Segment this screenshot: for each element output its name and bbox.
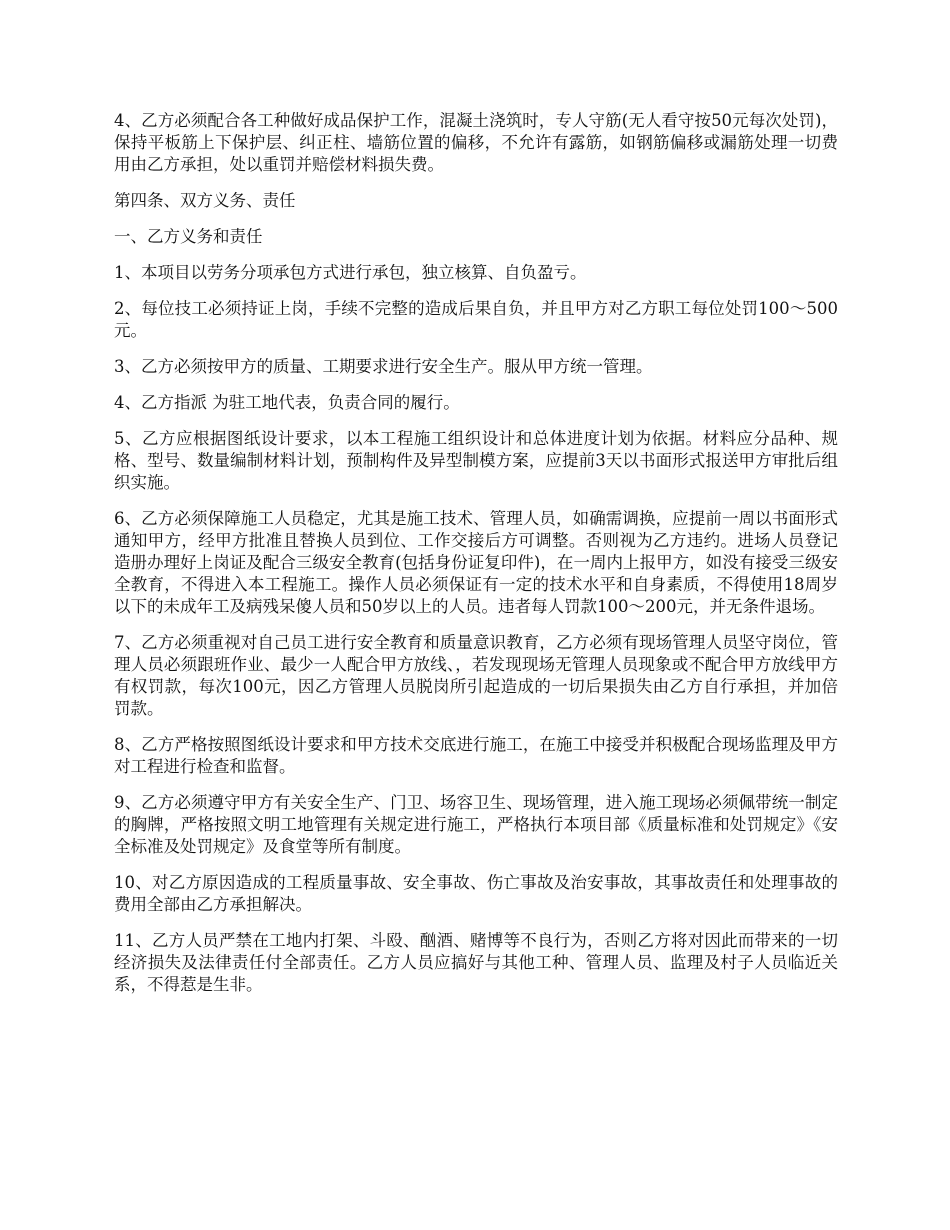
clause-3-safety-production: 3、乙方必须按甲方的质量、工期要求进行安全生产。服从甲方统一管理。 xyxy=(114,357,653,376)
clause-10-accident-liability: 10、对乙方原因造成的工程质量事故、安全事故、伤亡事故及治安事故，其事故责任和处理事故的费用全部由乙方承担解决。 xyxy=(114,873,838,914)
clause-1-contracting-mode: 1、本项目以劳务分项承包方式进行承包，独立核算、自负盈亏。 xyxy=(114,263,587,282)
clause-5-material-plan: 5、乙方应根据图纸设计要求，以本工程施工组织设计和总体进度计划为依据。材料应分品种、规格、型号、数量编制材料计划，预制构件及异型制模方案，应提前3天以书面形式报送甲方审批后组织实施。 xyxy=(114,429,838,492)
document-page xyxy=(114,110,838,1010)
clause-4-finished-product-protection: 4、乙方必须配合各工种做好成品保护工作，混凝土浇筑时，专人守筋(无人看守按50元每次处罚)，保持平板筋上下保护层、纠正柱、墙筋位置的偏移，不允许有露筋，如钢筋偏移或漏筋处理一切费用由乙方承担，处以重罚并赔偿材料损失费。 xyxy=(114,111,838,174)
clause-6-personnel-stability: 6、乙方必须保障施工人员稳定，尤其是施工技术、管理人员，如确需调换，应提前一周以书面形式通知甲方，经甲方批准且替换人员到位、工作交接后方可调整。否则视为乙方违约。进场人员登记造册办理好上岗证及配合三级安全教育(包括身份证复印件)，在一周内上报甲方，如没有接受三级安全教育，不得进入本工程施工。操作人员必须保证有一定的技术水平和自身素质，不得使用18周岁以下的未成年工及病残呆傻人员和50岁以上的人员。违者每人罚款100～200元，并无条件退场。 xyxy=(114,509,838,616)
clause-11-conduct: 11、乙方人员严禁在工地内打架、斗殴、酗酒、赌博等不良行为，否则乙方将对因此而带来的一切经济损失及法律责任付全部责任。乙方人员应搞好与其他工种、管理人员、监理及村子人员临近关系，不得惹是生非。 xyxy=(114,931,838,994)
clause-8-construction-per-drawings: 8、乙方严格按照图纸设计要求和甲方技术交底进行施工，在施工中接受并积极配合现场监理及甲方对工程进行检查和监督。 xyxy=(114,735,838,776)
clause-7-safety-education: 7、乙方必须重视对自己员工进行安全教育和质量意识教育，乙方必须有现场管理人员坚守岗位，管理人员必须跟班作业、最少一人配合甲方放线、，若发现现场无管理人员现象或不配合甲方放线甲方有权罚款，每次100元，因乙方管理人员脱岗所引起造成的一切后果损失由乙方自行承担，并加倍罚款。 xyxy=(114,633,838,718)
clause-2-certification: 2、每位技工必须持证上岗，手续不完整的造成后果自负，并且甲方对乙方职工每位处罚100～500元。 xyxy=(114,299,838,340)
section-party-b-heading: 一、乙方义务和责任 xyxy=(114,227,263,246)
clause-9-site-rules: 9、乙方必须遵守甲方有关安全生产、门卫、场容卫生、现场管理，进入施工现场必须佩带统一制定的胸牌，严格按照文明工地管理有关规定进行施工，严格执行本项目部《质量标准和处罚规定》《安全标准及处罚规定》及食堂等所有制度。 xyxy=(114,793,838,856)
clause-4-site-representative: 4、乙方指派 为驻工地代表，负责合同的履行。 xyxy=(114,393,460,412)
article-4-heading: 第四条、双方义务、责任 xyxy=(114,191,296,210)
